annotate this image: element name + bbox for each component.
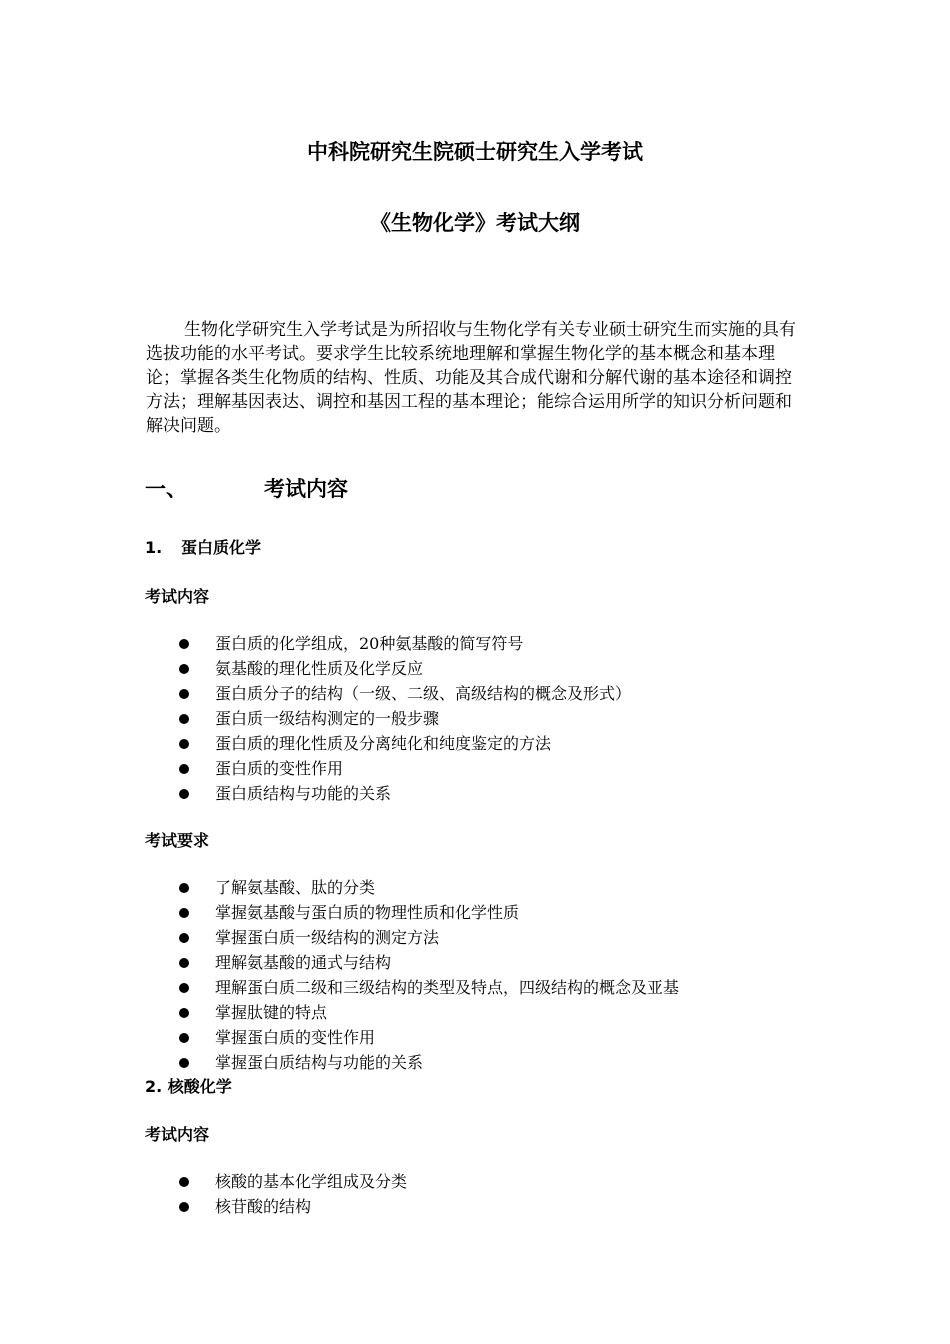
list-item: 氨基酸的理化性质及化学反应	[0, 656, 950, 681]
chapter2-content-heading: 考试内容	[145, 1125, 210, 1144]
chapter2-content-list	[0, 1169, 950, 1219]
bullet-icon	[179, 1202, 189, 1212]
bullet-icon	[179, 739, 189, 749]
chapter1-requirements-list	[0, 875, 950, 1075]
section-title: 考试内容	[264, 477, 348, 501]
document-title: 中科院研究生院硕士研究生入学考试	[307, 140, 643, 164]
list-item: 蛋白质结构与功能的关系	[0, 781, 950, 806]
bullet-icon	[179, 714, 189, 724]
bullet-icon	[179, 764, 189, 774]
list-item: 蛋白质一级结构测定的一般步骤	[0, 706, 950, 731]
chapter1-title: 蛋白质化学	[181, 538, 262, 557]
list-item: 掌握蛋白质的变性作用	[0, 1025, 950, 1050]
list-item: 蛋白质的化学组成，20种氨基酸的简写符号	[0, 631, 950, 656]
chapter1-requirements-heading: 考试要求	[145, 831, 210, 850]
bullet-icon	[179, 983, 189, 993]
bullet-icon	[179, 933, 189, 943]
bullet-icon	[179, 908, 189, 918]
list-item: 了解氨基酸、肽的分类	[0, 875, 950, 900]
bullet-icon	[179, 883, 189, 893]
list-item: 掌握肽键的特点	[0, 1000, 950, 1025]
bullet-icon	[179, 1058, 189, 1068]
bullet-icon	[179, 689, 189, 699]
list-item: 核酸的基本化学组成及分类	[0, 1169, 950, 1194]
document-subtitle: 《生物化学》考试大纲	[370, 211, 580, 235]
chapter1-content-heading: 考试内容	[145, 587, 210, 606]
list-item: 核苷酸的结构	[0, 1194, 950, 1219]
bullet-icon	[179, 1033, 189, 1043]
chapter1-number: 1.	[145, 538, 163, 557]
bullet-icon	[179, 639, 189, 649]
chapter1-content-list	[0, 631, 950, 806]
list-item: 掌握氨基酸与蛋白质的物理性质和化学性质	[0, 900, 950, 925]
list-item: 掌握蛋白质结构与功能的关系	[0, 1050, 950, 1075]
bullet-icon	[179, 789, 189, 799]
list-item: 理解蛋白质二级和三级结构的类型及特点，四级结构的概念及亚基	[0, 975, 950, 1000]
chapter2-title: 2. 核酸化学	[145, 1077, 232, 1096]
bullet-icon	[179, 1177, 189, 1187]
list-item: 蛋白质分子的结构（一级、二级、高级结构的概念及形式）	[0, 681, 950, 706]
bullet-icon	[179, 958, 189, 968]
intro-text: 生物化学研究生入学考试是为所招收与生物化学有关专业硕士研究生而实施的具有选拔功能的水平考试。要求学生比较系统地理解和掌握生物化学的基本概念和基本理论；掌握各类生化物质的结构、性质、功能及其合成代谢和分解代谢的基本途径和调控方法；理解基因表达、调控和基因工程的基本理论；能综合运用所学的知识分析问题和解决问题。	[146, 320, 796, 436]
section-number: 一、	[145, 477, 187, 501]
bullet-icon	[179, 664, 189, 674]
list-item: 掌握蛋白质一级结构的测定方法	[0, 925, 950, 950]
intro-paragraph	[146, 318, 806, 438]
list-item: 蛋白质的变性作用	[0, 756, 950, 781]
bullet-icon	[179, 1008, 189, 1018]
list-item: 蛋白质的理化性质及分离纯化和纯度鉴定的方法	[0, 731, 950, 756]
list-item: 理解氨基酸的通式与结构	[0, 950, 950, 975]
